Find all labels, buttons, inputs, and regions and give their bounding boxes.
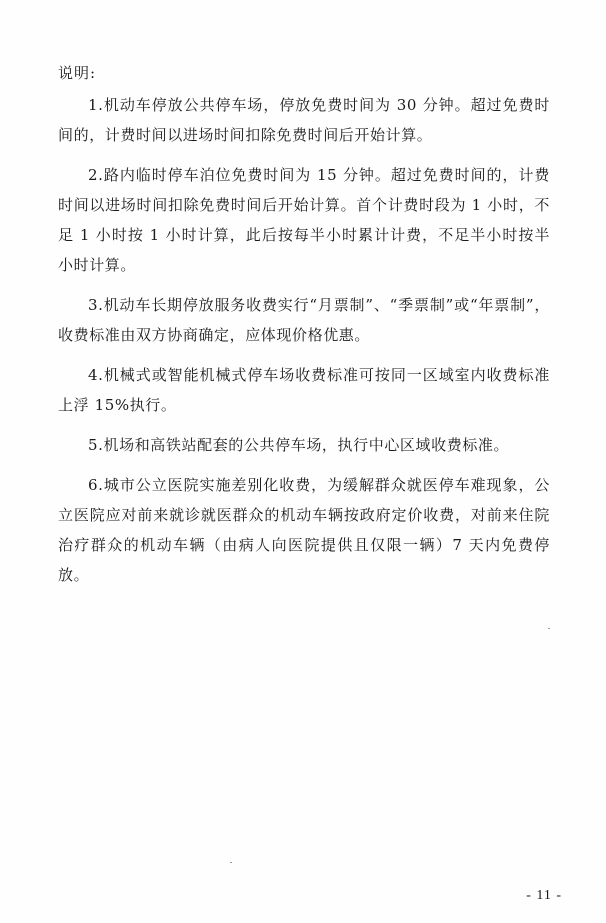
scan-speck <box>548 628 550 629</box>
note-paragraph-1: 1.机动车停放公共停车场，停放免费时间为 30 分钟。超过免费时间的，计费时间以进场时间扣除免费时间后开始计算。 <box>58 96 550 144</box>
note-paragraph-2: 2.路内临时停车泊位免费时间为 15 分钟。超过免费时间的，计费时间以进场时间扣除免费时间后开始计算。首个计费时段为 1 小时，不足 1 小时按 1 小时计算，此后按每半小时累计计费，不足半小时按半小时计算。 <box>58 166 550 274</box>
note-paragraph-4: 4.机械式或智能机械式停车场收费标准可按同一区域室内收费标准上浮 15%执行。 <box>58 366 550 414</box>
scan-speck <box>230 862 232 863</box>
note-paragraph-6: 6.城市公立医院实施差别化收费，为缓解群众就医停车难现象，公立医院应对前来就诊就医群众的机动车辆按政府定价收费，对前来住院治疗群众的机动车辆（由病人向医院提供且仅限一辆）7 天内免费停放。 <box>58 476 550 584</box>
note-paragraph-3: 3.机动车长期停放服务收费实行“月票制”、“季票制”或“年票制”，收费标准由双方协商确定，应体现价格优惠。 <box>58 296 550 344</box>
note-paragraph-5: 5.机场和高铁站配套的公共停车场，执行中心区域收费标准。 <box>88 436 510 454</box>
notes-body <box>58 90 550 600</box>
page-number: - 11 - <box>526 888 562 903</box>
section-heading: 说明: <box>58 64 97 82</box>
